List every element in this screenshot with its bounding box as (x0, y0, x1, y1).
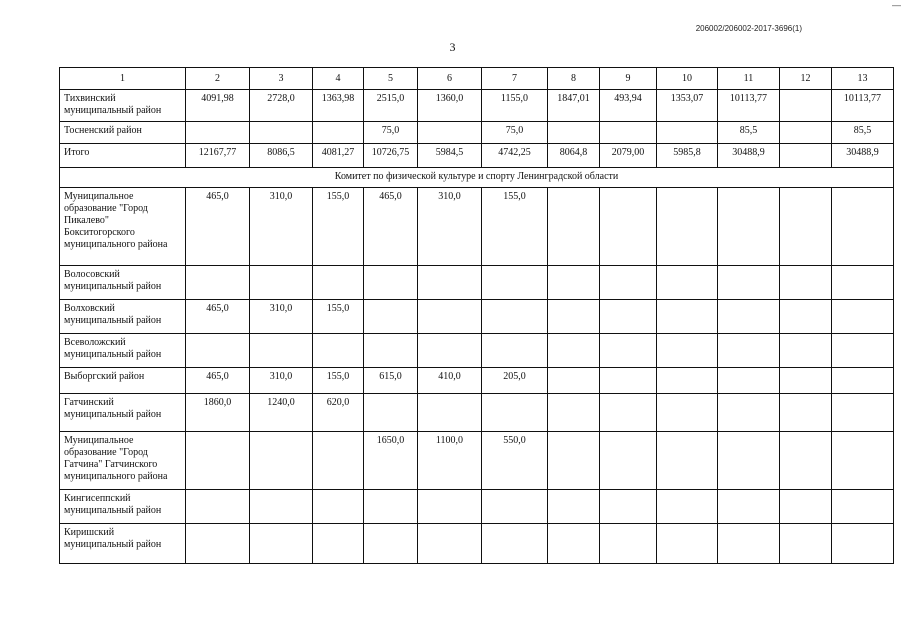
value-cell (313, 490, 364, 524)
value-cell (832, 524, 894, 564)
value-cell: 205,0 (482, 368, 548, 394)
value-cell (657, 490, 718, 524)
value-cell (657, 122, 718, 144)
column-header: 2 (186, 68, 250, 90)
budget-table (59, 67, 894, 564)
value-cell (364, 490, 418, 524)
value-cell: 465,0 (186, 300, 250, 334)
value-cell: 1363,98 (313, 90, 364, 122)
value-cell (482, 266, 548, 300)
table-row (60, 188, 894, 266)
value-cell (718, 490, 780, 524)
row-label-cell: Муниципальное образование "Город Пикалево" Бокситогорского муниципального района (60, 188, 186, 266)
value-cell (657, 524, 718, 564)
value-cell (600, 334, 657, 368)
value-cell: 615,0 (364, 368, 418, 394)
value-cell: 310,0 (418, 188, 482, 266)
table-row (60, 122, 894, 144)
value-cell: 10113,77 (832, 90, 894, 122)
value-cell (600, 368, 657, 394)
value-cell: 4742,25 (482, 144, 548, 168)
value-cell (600, 266, 657, 300)
value-cell: 8086,5 (250, 144, 313, 168)
value-cell: 1650,0 (364, 432, 418, 490)
row-label-cell: Волосовский муниципальный район (60, 266, 186, 300)
value-cell (364, 394, 418, 432)
value-cell (418, 334, 482, 368)
value-cell: 550,0 (482, 432, 548, 490)
value-cell (313, 432, 364, 490)
value-cell: 75,0 (482, 122, 548, 144)
value-cell (657, 300, 718, 334)
value-cell (832, 432, 894, 490)
value-cell: 1240,0 (250, 394, 313, 432)
row-label-cell: Итого (60, 144, 186, 168)
value-cell (548, 266, 600, 300)
value-cell: 310,0 (250, 300, 313, 334)
value-cell (718, 432, 780, 490)
value-cell: 2079,00 (600, 144, 657, 168)
row-label-cell: Волховский муниципальный район (60, 300, 186, 334)
value-cell: 410,0 (418, 368, 482, 394)
value-cell (600, 394, 657, 432)
value-cell (364, 266, 418, 300)
column-header: 6 (418, 68, 482, 90)
column-header: 5 (364, 68, 418, 90)
value-cell (832, 266, 894, 300)
value-cell (657, 266, 718, 300)
value-cell: 465,0 (186, 368, 250, 394)
value-cell: 155,0 (482, 188, 548, 266)
value-cell: 2728,0 (250, 90, 313, 122)
value-cell (186, 524, 250, 564)
value-cell (482, 490, 548, 524)
column-header: 10 (657, 68, 718, 90)
value-cell (313, 334, 364, 368)
page-number: 3 (449, 40, 456, 54)
column-header: 12 (780, 68, 832, 90)
column-header: 8 (548, 68, 600, 90)
value-cell (548, 300, 600, 334)
value-cell (780, 266, 832, 300)
column-header: 13 (832, 68, 894, 90)
section-title: Комитет по физической культуре и спорту Ленинградской области (60, 168, 894, 188)
value-cell: 310,0 (250, 368, 313, 394)
value-cell: 5984,5 (418, 144, 482, 168)
value-cell (780, 524, 832, 564)
value-cell: 1847,01 (548, 90, 600, 122)
value-cell (364, 334, 418, 368)
section-row (60, 168, 894, 188)
value-cell (482, 300, 548, 334)
table-row (60, 394, 894, 432)
value-cell (250, 524, 313, 564)
value-cell (186, 334, 250, 368)
value-cell (548, 334, 600, 368)
value-cell (548, 524, 600, 564)
value-cell (718, 188, 780, 266)
value-cell (548, 368, 600, 394)
value-cell (418, 394, 482, 432)
value-cell (657, 188, 718, 266)
value-cell (780, 394, 832, 432)
value-cell (600, 490, 657, 524)
table-row (60, 300, 894, 334)
value-cell: 465,0 (186, 188, 250, 266)
value-cell (600, 188, 657, 266)
table-row (60, 144, 894, 168)
value-cell (832, 394, 894, 432)
value-cell: 30488,9 (832, 144, 894, 168)
value-cell (832, 188, 894, 266)
column-header-row (60, 68, 894, 90)
table-row (60, 368, 894, 394)
table-row (60, 524, 894, 564)
corner-mark: — (892, 0, 901, 10)
row-label-cell: Муниципальное образование "Город Гатчина" Гатчинского муниципального района (60, 432, 186, 490)
value-cell (780, 300, 832, 334)
value-cell (482, 524, 548, 564)
table-row (60, 490, 894, 524)
value-cell (657, 334, 718, 368)
value-cell (780, 144, 832, 168)
value-cell (718, 266, 780, 300)
value-cell (832, 300, 894, 334)
value-cell: 493,94 (600, 90, 657, 122)
value-cell (832, 368, 894, 394)
row-label-cell: Киришский муниципальный район (60, 524, 186, 564)
value-cell: 1155,0 (482, 90, 548, 122)
value-cell (250, 122, 313, 144)
row-label-cell: Выборгский район (60, 368, 186, 394)
value-cell (482, 394, 548, 432)
row-label-cell: Тихвинский муниципальный район (60, 90, 186, 122)
value-cell (482, 334, 548, 368)
value-cell (600, 300, 657, 334)
table-row (60, 334, 894, 368)
value-cell (600, 524, 657, 564)
value-cell (250, 490, 313, 524)
value-cell (186, 122, 250, 144)
value-cell: 4091,98 (186, 90, 250, 122)
column-header: 4 (313, 68, 364, 90)
value-cell (313, 266, 364, 300)
value-cell (313, 122, 364, 144)
value-cell: 10726,75 (364, 144, 418, 168)
value-cell (600, 432, 657, 490)
value-cell: 155,0 (313, 368, 364, 394)
value-cell (657, 432, 718, 490)
value-cell (780, 334, 832, 368)
row-label-cell: Тосненский район (60, 122, 186, 144)
value-cell: 75,0 (364, 122, 418, 144)
value-cell: 1353,07 (657, 90, 718, 122)
table-row (60, 90, 894, 122)
table-row (60, 266, 894, 300)
value-cell: 8064,8 (548, 144, 600, 168)
table-row (60, 432, 894, 490)
value-cell: 155,0 (313, 188, 364, 266)
value-cell (780, 122, 832, 144)
value-cell (657, 394, 718, 432)
value-cell (548, 432, 600, 490)
value-cell (548, 490, 600, 524)
value-cell (313, 524, 364, 564)
value-cell (186, 490, 250, 524)
column-header: 7 (482, 68, 548, 90)
value-cell (780, 90, 832, 122)
value-cell: 10113,77 (718, 90, 780, 122)
column-header: 3 (250, 68, 313, 90)
value-cell: 310,0 (250, 188, 313, 266)
value-cell (657, 368, 718, 394)
value-cell: 30488,9 (718, 144, 780, 168)
value-cell (718, 524, 780, 564)
value-cell (418, 122, 482, 144)
value-cell (250, 266, 313, 300)
value-cell (418, 490, 482, 524)
value-cell: 620,0 (313, 394, 364, 432)
column-header: 9 (600, 68, 657, 90)
value-cell (186, 266, 250, 300)
value-cell (718, 300, 780, 334)
value-cell (418, 524, 482, 564)
value-cell (600, 122, 657, 144)
row-label-cell: Всеволожский муниципальный район (60, 334, 186, 368)
document-id: 206002/206002-2017-3696(1) (695, 24, 802, 33)
value-cell: 85,5 (832, 122, 894, 144)
value-cell (832, 490, 894, 524)
value-cell: 5985,8 (657, 144, 718, 168)
row-label-cell: Гатчинский муниципальный район (60, 394, 186, 432)
value-cell (718, 368, 780, 394)
value-cell: 1860,0 (186, 394, 250, 432)
value-cell (418, 266, 482, 300)
value-cell (418, 300, 482, 334)
value-cell: 1360,0 (418, 90, 482, 122)
value-cell (780, 432, 832, 490)
value-cell (250, 334, 313, 368)
value-cell (780, 368, 832, 394)
value-cell (364, 524, 418, 564)
value-cell (548, 122, 600, 144)
table-body (60, 68, 894, 564)
row-label-cell: Кингисеппский муниципальный район (60, 490, 186, 524)
value-cell: 12167,77 (186, 144, 250, 168)
value-cell: 465,0 (364, 188, 418, 266)
column-header: 11 (718, 68, 780, 90)
value-cell: 155,0 (313, 300, 364, 334)
value-cell: 1100,0 (418, 432, 482, 490)
value-cell: 4081,27 (313, 144, 364, 168)
column-header: 1 (60, 68, 186, 90)
value-cell (780, 490, 832, 524)
value-cell (718, 394, 780, 432)
value-cell: 85,5 (718, 122, 780, 144)
value-cell (548, 394, 600, 432)
value-cell: 2515,0 (364, 90, 418, 122)
value-cell (780, 188, 832, 266)
value-cell (186, 432, 250, 490)
value-cell (250, 432, 313, 490)
value-cell (364, 300, 418, 334)
value-cell (548, 188, 600, 266)
value-cell (832, 334, 894, 368)
value-cell (718, 334, 780, 368)
